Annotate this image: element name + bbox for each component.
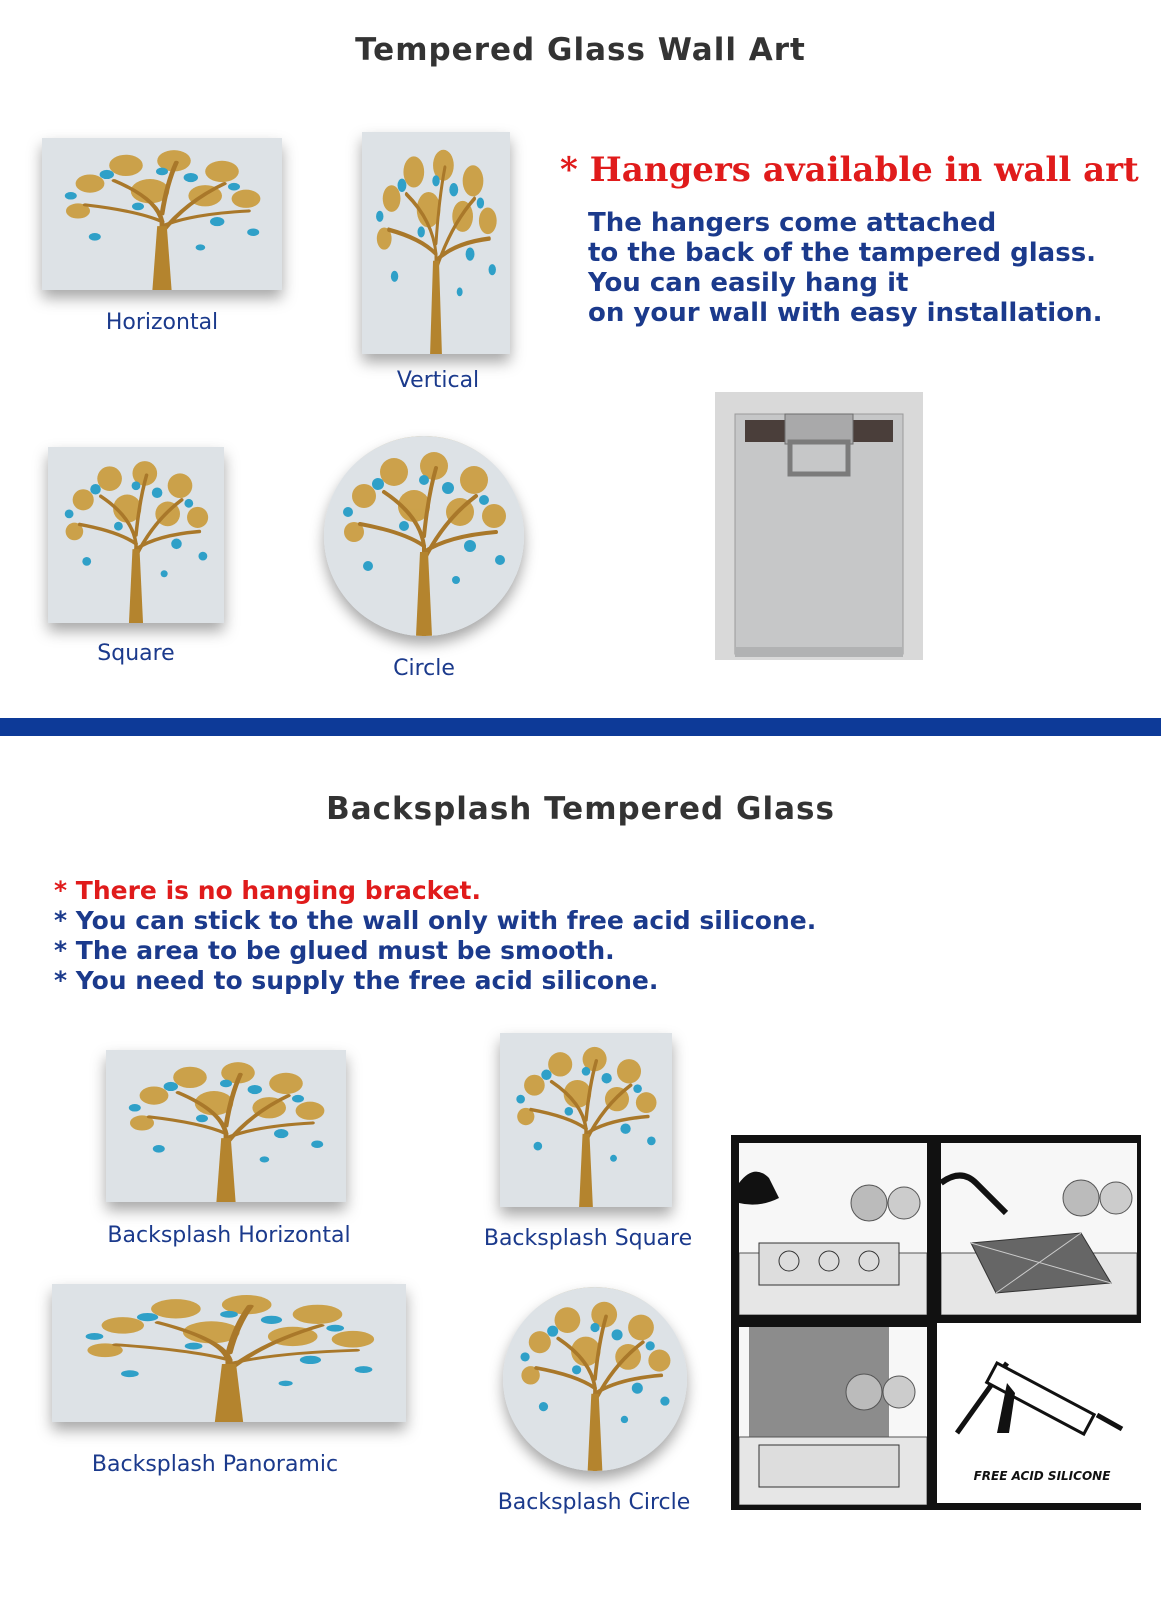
tree-image <box>48 447 224 623</box>
horizontal-label: Horizontal <box>105 310 219 335</box>
note-silicone: * You can stick to the wall only with free acid silicone. <box>54 906 817 935</box>
horizontal-art-image <box>42 138 282 290</box>
stove-icon <box>739 1143 927 1315</box>
tree-image <box>324 436 524 636</box>
hanger-photo <box>715 392 923 660</box>
backsplash-horizontal-image <box>106 1050 346 1202</box>
backsplash-circle-image <box>503 1287 687 1471</box>
step-panel-4 <box>937 1323 1141 1503</box>
tree-image <box>500 1033 672 1207</box>
hanger-line: to the back of the tampered glass. <box>588 238 1097 268</box>
square-art-image <box>48 447 224 623</box>
backsplash-horizontal-label: Backsplash Horizontal <box>107 1223 351 1248</box>
backsplash-title: Backsplash Tempered Glass <box>326 791 835 827</box>
hanger-description <box>588 208 1148 328</box>
glue-gun-icon <box>941 1143 1137 1315</box>
step-panel-2 <box>937 1139 1141 1319</box>
installation-illustration <box>731 1135 1141 1510</box>
note-no-bracket: * There is no hanging bracket. <box>54 876 482 905</box>
step-panel-3 <box>735 1323 931 1509</box>
note-supply: * You need to supply the free acid silicone. <box>54 966 659 995</box>
hanger-line: The hangers come attached <box>588 208 997 238</box>
tree-image <box>106 1050 346 1202</box>
vertical-art-image <box>362 132 510 354</box>
tree-image <box>362 132 510 354</box>
circle-art-image <box>324 436 524 636</box>
silicone-gun-icon <box>937 1323 1141 1463</box>
tree-image <box>52 1284 406 1422</box>
tree-image <box>42 138 282 290</box>
backsplash-notes <box>54 876 954 996</box>
silicone-label: FREE ACID SILICONE <box>973 1469 1111 1483</box>
circle-label: Circle <box>393 656 455 681</box>
step-panel-1 <box>735 1139 931 1319</box>
backsplash-circle-label: Backsplash Circle <box>497 1490 691 1515</box>
vertical-label: Vertical <box>396 368 480 393</box>
hanger-heading: * Hangers available in wall art <box>560 150 1139 190</box>
backsplash-square-label: Backsplash Square <box>483 1226 693 1251</box>
note-smooth: * The area to be glued must be smooth. <box>54 936 615 965</box>
hanger-line: on your wall with easy installation. <box>588 298 1103 328</box>
hanger-bracket-icon <box>715 392 923 660</box>
backsplash-panoramic-image <box>52 1284 406 1422</box>
hanger-line: You can easily hang it <box>588 268 909 298</box>
installed-glass-icon <box>739 1327 927 1505</box>
tree-image <box>503 1287 687 1471</box>
backsplash-square-image <box>500 1033 672 1207</box>
backsplash-panoramic-label: Backsplash Panoramic <box>91 1452 339 1477</box>
square-label: Square <box>97 641 175 666</box>
section-divider <box>0 718 1161 736</box>
wall-art-title: Tempered Glass Wall Art <box>355 32 806 68</box>
